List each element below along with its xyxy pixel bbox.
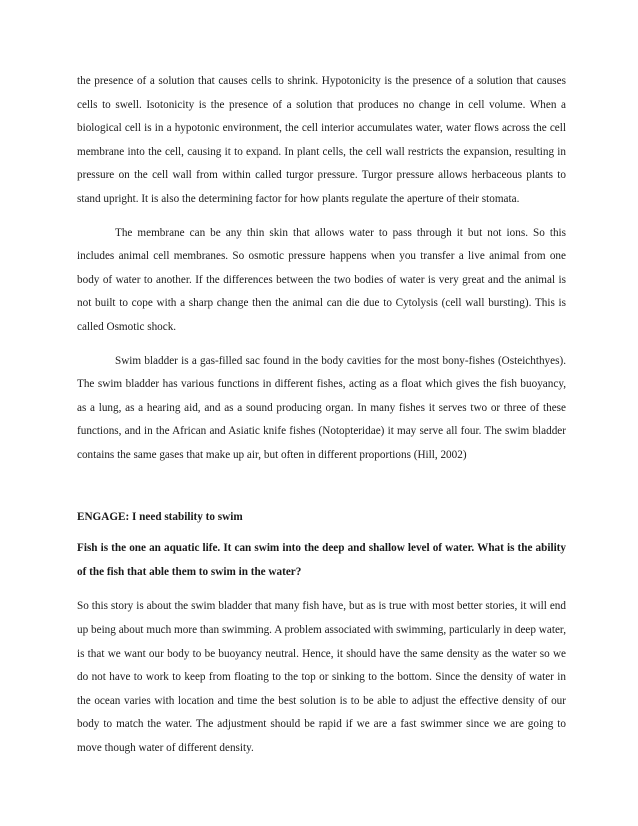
- paragraph-tonicity: the presence of a solution that causes cells to shrink. Hypotonicity is the presence of a solution that causes cells to swell. Isotonicity is the presence of a solution that produces no change in cell volume. When a biological cell is in a hypotonic environment, the cell interior accumulates water, water flows across the cell membrane into the cell, causing it to expand. In plant cells, the cell wall restricts the expansion, resulting in pressure on the cell wall from within called turgor pressure. Turgor pressure allows herbaceous plants to stand upright. It is also the determining factor for how plants regulate the aperture of their stomata.: [77, 75, 566, 205]
- paragraph-swim-bladder: Swim bladder is a gas-filled sac found in the body cavities for the most bony-fishes (Osteichthyes). The swim bladder has various functions in different fishes, acting as a float which gives the fish buoyancy, as a lung, as a hearing aid, and as a sound producing organ. In many fishes it serves two or three of these functions, and in the African and Asiatic knife fishes (Notopteridae) it may serve all four. The swim bladder contains the same gases that make up air, but often in different proportions (Hill, 2002): [77, 354, 566, 461]
- paragraph-membrane: The membrane can be any thin skin that allows water to pass through it but not ions. So this includes animal cell membranes. So osmotic pressure happens when you transfer a live animal from one body of water to another. If the differences between the two bodies of water is very great and the animal is not built to cope with a sharp change then the animal can die due to Cytolysis (cell wall bursting). This is called Osmotic shock.: [77, 226, 566, 333]
- engage-heading: ENGAGE: I need stability to swim: [77, 510, 243, 523]
- paragraph-story: So this story is about the swim bladder that many fish have, but as is true with most better stories, it will end up being about much more than swimming. A problem associated with swimming, particularly in deep water, is that we want our body to be buoyancy neutral. Hence, it should have the same density as the water so we do not have to work to keep from floating to the top or sinking to the bottom. Since the density of water in the ocean varies with location and time the best solution is to be able to adjust the effective density of our body to match the water. The adjustment should be rapid if we are a fast swimmer since we are going to move though water of different density.: [77, 600, 566, 755]
- engage-question: Fish is the one an aquatic life. It can swim into the deep and shallow level of water. What is the ability of the fish that able them to swim in the water?: [77, 542, 566, 578]
